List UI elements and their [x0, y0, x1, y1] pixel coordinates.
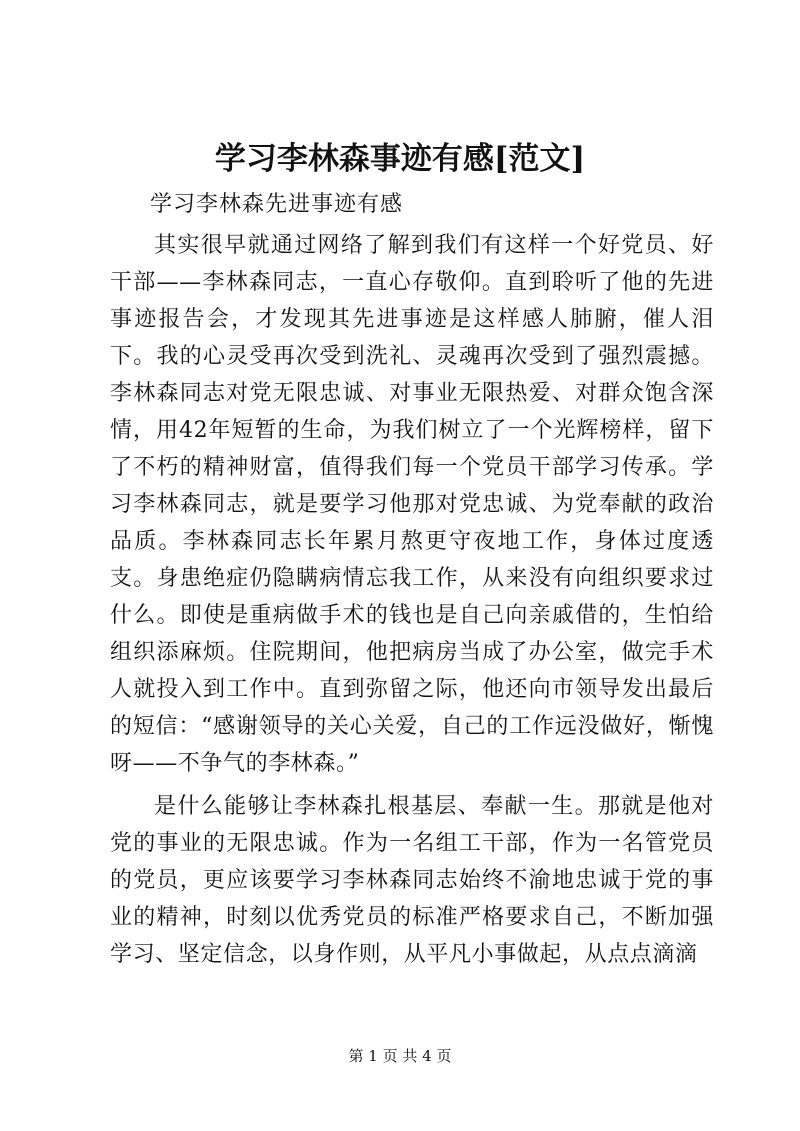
- document-body: [110, 186, 714, 973]
- paragraph-1: 其实很早就通过网络了解到我们有这样一个好党员、好干部——李林森同志，一直心存敬仰。直到聆听了他的先进事迹报告会，才发现其先进事迹是这样感人肺腑，催人泪下。我的心灵受再次受到洗礼、灵魂再次受到了强烈震撼。李林森同志对党无限忠诚、对事业无限热爱、对群众饱含深情，用42年短暂的生命，为我们树立了一个光辉榜样，留下了不朽的精神财富，值得我们每一个党员干部学习传承。学习李林森同志，就是要学习他那对党忠诚、为党奉献的政治品质。李林森同志长年累月熬更守夜地工作，身体过度透支。身患绝症仍隐瞒病情忘我工作，从来没有向组织要求过什么。即使是重病做手术的钱也是自己向亲戚借的，生怕给组织添麻烦。住院期间，他把病房当成了办公室，做完手术人就投入到工作中。直到弥留之际，他还向市领导发出最后的短信：“感谢领导的关心关爱，自己的工作远没做好，惭愧呀——不争气的李林森。”: [110, 233, 714, 776]
- document-title: 学习李林森事迹有感[范文]: [214, 141, 586, 177]
- page-number-footer: 第 1 页 共 4 页: [348, 1047, 452, 1065]
- document-subtitle: 学习李林森先进事迹有感: [150, 192, 404, 217]
- paragraph-2: 是什么能够让李林森扎根基层、奉献一生。那就是他对党的事业的无限忠诚。作为一名组工干部，作为一名管党员的党员，更应该要学习李林森同志始终不渝地忠诚于党的事业的精神，时刻以优秀党员的标准严格要求自己，不断加强学习、坚定信念，以身作则，从平凡小事做起，从点点滴滴: [110, 794, 714, 967]
